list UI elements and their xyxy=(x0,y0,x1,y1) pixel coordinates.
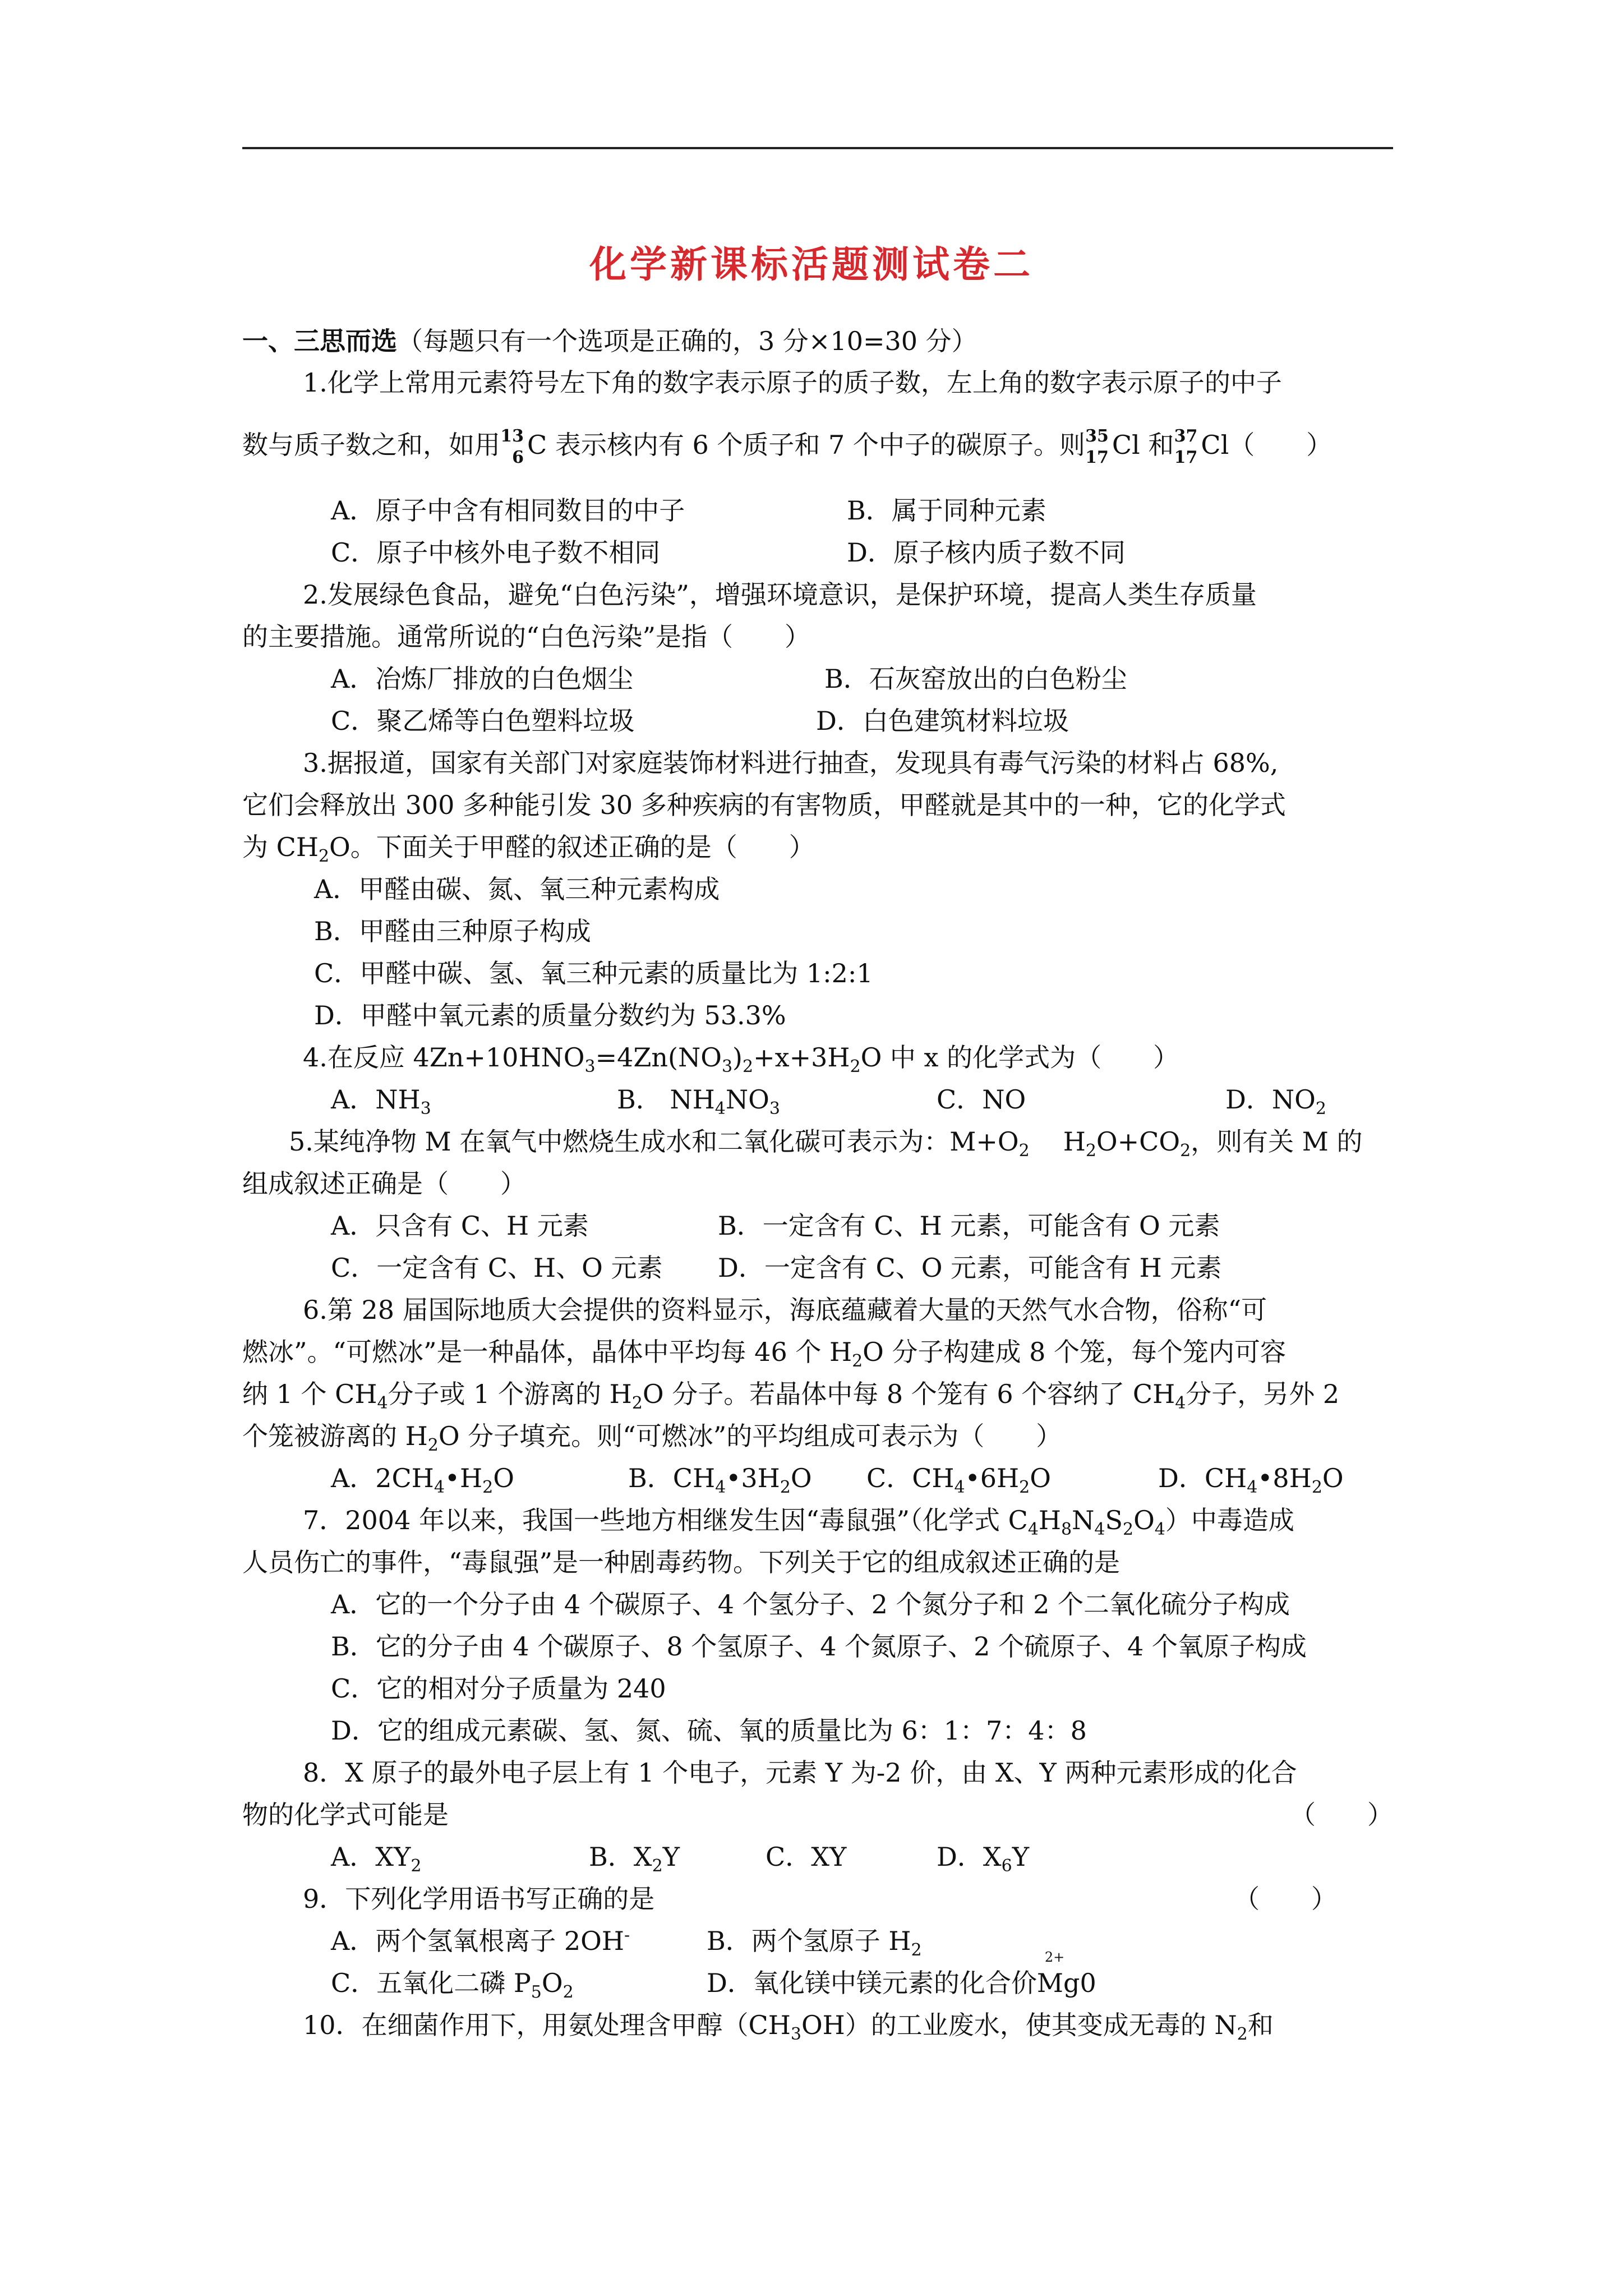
question-6-line-3: 纳 1 个 $CH_4$分子或 1 个游离的 $H_2O$ 分子。若晶体中每 8 个笼有 6 个容纳了 $CH_4$分子，另外 2 xyxy=(242,1379,1340,1414)
question-4-option-d: D．$NO_2$ xyxy=(1225,1084,1326,1119)
question-8-option-d: D．$X_6Y$ xyxy=(937,1842,1030,1876)
isotope-cl35: 35 17 xyxy=(1085,426,1109,467)
question-5-option-a: A．只含有 C、H 元素 xyxy=(331,1211,589,1241)
question-3-option-c: C．甲醛中碳、氢、氧三种元素的质量比为 1:2:1 xyxy=(314,958,873,988)
question-5-line-1: 5.某纯净物 M 在氧气中燃烧生成水和二氧化碳可表示为：$M+O_2$ $H_2O+CO_2$，则有关 M 的 xyxy=(289,1126,1363,1161)
question-1-option-b: B．属于同种元素 xyxy=(847,495,1046,526)
question-8-line-2: 物的化学式可能是 xyxy=(242,1800,449,1830)
question-8-line-1: 8．X 原子的最外电子层上有 1 个电子，元素 Y 为-2 价，由 X、Y 两种元素形成的化合 xyxy=(303,1757,1297,1788)
question-7-line-1: 7．2004 年以来，我国一些地方相继发生因“毒鼠强”（化学式 $C_4H_8N_4S_2O_4$）中毒造成 xyxy=(303,1505,1294,1540)
question-4-line-1: 4.在反应 $4Zn+10HNO_3=4Zn(NO_3)_2+x+3H_2O$ 中 x 的化学式为（ ） xyxy=(303,1042,1179,1077)
question-3-line-2: 它们会释放出 300 多种能引发 30 多种疾病的有害物质，甲醛就是其中的一种，它的化学式 xyxy=(242,790,1286,820)
question-5-option-d: D．一定含有 C、O 元素，可能含有 H 元素 xyxy=(718,1253,1222,1283)
question-5-line-2: 组成叙述正确是（ ） xyxy=(242,1168,526,1199)
question-2-option-d: D．白色建筑材料垃圾 xyxy=(816,706,1069,736)
question-9-line-1: 9．下列化学用语书写正确的是 xyxy=(303,1884,655,1914)
section-heading xyxy=(242,324,978,358)
page-title: 化学新课标活题测试卷二 xyxy=(589,242,1034,286)
question-1-option-d: D．原子核内质子数不同 xyxy=(847,537,1126,568)
question-10-line-1: 10．在细菌作用下，用氨处理含甲醇$(CH_3OH)$的工业废水，使其变成无毒的 $N_2$和 xyxy=(303,2010,1274,2045)
header-rule xyxy=(242,147,1393,149)
question-1-option-c: C．原子中核外电子数不相同 xyxy=(331,537,661,568)
question-7-option-a: A．它的一个分子由 4 个碳原子、4 个氢分子、2 个氮分子和 2 个二氧化硫分子构成 xyxy=(331,1589,1290,1619)
question-9-option-a: A．两个氢氧根离子 2OH- xyxy=(331,1925,630,1956)
question-9-option-d: D．氧化镁中镁元素的化合价 2+ Mg0 xyxy=(707,1966,1096,2000)
question-7-option-d: D．它的组成元素碳、氢、氮、硫、氧的质量比为 6：1：7：4：8 xyxy=(331,1715,1087,1746)
question-8-option-a: A．$XY_2$ xyxy=(331,1842,422,1876)
question-2-option-c: C．聚乙烯等白色塑料垃圾 xyxy=(331,706,635,736)
question-1-line-1: 1.化学上常用元素符号左下角的数字表示原子的质子数，左上角的数字表示原子的中子 xyxy=(303,367,1282,398)
question-2-line-1: 2.发展绿色食品，避免“白色污染”，增强环境意识，是保护环境，提高人类生存质量 xyxy=(303,579,1257,610)
question-3-option-b: B．甲醛由三种原子构成 xyxy=(314,916,591,946)
question-6-option-b: B．$CH_4•3H_2O$ xyxy=(628,1463,812,1498)
question-6-line-4: 个笼被游离的 $H_2O$ 分子填充。则“可燃冰”的平均组成可表示为（ ） xyxy=(242,1421,1062,1456)
question-9-option-c: C．五氧化二磷 $P_5O_2$ xyxy=(331,1968,574,2003)
section-title: 一、三思而选 xyxy=(242,326,397,356)
question-2-line-2: 的主要措施。通常所说的“白色污染”是指（ ） xyxy=(242,622,811,652)
question-3-line-1: 3.据报道，国家有关部门对家庭装饰材料进行抽查，发现具有毒气污染的材料占 68%, xyxy=(303,748,1279,778)
question-9-option-b: B．两个氢原子 $H_2$ xyxy=(707,1926,922,1961)
question-5-option-c: C．一定含有 C、H、O 元素 xyxy=(331,1253,663,1283)
question-6-option-a: A．$2CH_4•H_2O$ xyxy=(331,1463,514,1498)
question-2-option-a: A．冶炼厂排放的白色烟尘 xyxy=(331,664,634,694)
question-3-option-a: A．甲醛由碳、氮、氧三种元素构成 xyxy=(314,874,720,904)
question-6-option-c: C．$CH_4•6H_2O$ xyxy=(866,1463,1051,1498)
question-4-option-a: A．$NH_3$ xyxy=(331,1084,431,1119)
isotope-c13: 13 6 xyxy=(500,426,524,467)
question-8-option-c: C．XY xyxy=(766,1842,847,1872)
question-6-line-2: 燃冰”。“可燃冰”是一种晶体，晶体中平均每 46 个 $H_2O$ 分子构建成 8 个笼，每个笼内可容 xyxy=(242,1337,1287,1372)
question-3-option-d: D．甲醛中氧元素的质量分数约为 53.3% xyxy=(314,1000,786,1030)
question-5-option-b: B．一定含有 C、H 元素，可能含有 O 元素 xyxy=(718,1211,1220,1241)
question-7-line-2: 人员伤亡的事件，“毒鼠强”是一种剧毒药物。下列关于它的组成叙述正确的是 xyxy=(242,1547,1121,1577)
isotope-cl37: 37 17 xyxy=(1174,426,1198,467)
question-8-answer-paren: （ ） xyxy=(1290,1800,1393,1830)
question-4-option-b: B． $NH_4NO_3$ xyxy=(617,1084,780,1119)
question-4-option-c: C．NO xyxy=(937,1084,1026,1115)
question-9-answer-paren: （ ） xyxy=(1234,1884,1337,1914)
question-2-option-b: B．石灰窑放出的白色粉尘 xyxy=(824,664,1127,694)
question-1-line-2: 数与质子数之和，如用 13 6 C 表示核内有 6 个质子和 7 个中子的碳原子。则 35 17 Cl 和 37 17 Cl（ ） xyxy=(242,426,1332,467)
question-6-line-1: 6.第 28 届国际地质大会提供的资料显示，海底蕴藏着大量的天然气水合物，俗称“可 xyxy=(303,1295,1267,1325)
question-7-option-c: C．它的相对分子质量为 240 xyxy=(331,1673,666,1704)
valence-mark: 2+ Mg0 xyxy=(1036,1949,1096,1998)
question-7-option-b: B．它的分子由 4 个碳原子、8 个氢原子、4 个氮原子、2 个硫原子、4 个氧原子构成 xyxy=(331,1631,1307,1662)
question-6-option-d: D．$CH_4•8H_2O$ xyxy=(1158,1463,1344,1498)
question-3-line-3: 为 $CH_2O$。下面关于甲醛的叙述正确的是（ ） xyxy=(242,832,815,867)
question-1-option-a: A．原子中含有相同数目的中子 xyxy=(331,495,685,526)
section-note: （每题只有一个选项是正确的，3 分×10=30 分） xyxy=(397,326,978,356)
question-8-option-b: B．$X_2Y$ xyxy=(589,1842,680,1876)
